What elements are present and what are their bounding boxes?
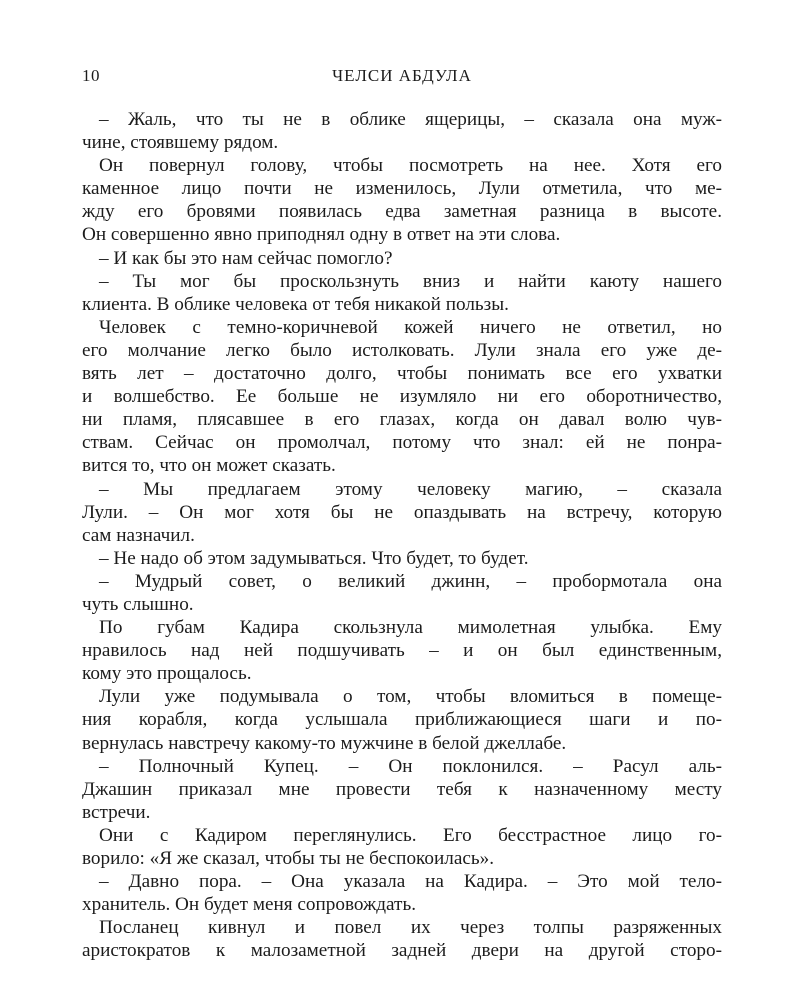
- text-line: Посланец кивнул и повел их через толпы разряженных: [99, 917, 722, 939]
- paragraph: [82, 108, 722, 154]
- text-line: Лули уже подумывала о том, чтобы вломиться в помеще-: [99, 686, 722, 708]
- text-line: и волшебство. Ее больше не изумляло ни его оборотничество,: [82, 386, 722, 408]
- paragraph: [82, 824, 722, 870]
- text-line: клиента. В облике человека от тебя никакой пользы.: [82, 293, 509, 315]
- text-line: жду его бровями появилась едва заметная разница в высоте.: [82, 201, 722, 223]
- paragraph: [82, 154, 722, 246]
- text-line: вернулась навстречу какому-то мужчине в белой джеллабе.: [82, 732, 567, 754]
- text-line: – Давно пора. – Она указала на Кадира. – Это мой тело-: [99, 871, 722, 893]
- text-line: кому это прощалось.: [82, 663, 252, 685]
- paragraph: [82, 270, 722, 316]
- text-line: Он повернул голову, чтобы посмотреть на нее. Хотя его: [99, 155, 722, 177]
- text-line: – Полночный Купец. – Он поклонился. – Расул аль-: [99, 755, 722, 777]
- text-line: ворило: «Я же сказал, чтобы ты не беспокоилась».: [82, 848, 495, 869]
- body-text: [82, 108, 722, 962]
- text-line: ния корабля, когда услышала приближающиеся шаги и по-: [82, 709, 722, 731]
- text-line: Они с Кадиром переглянулись. Его бесстрастное лицо го-: [99, 824, 722, 846]
- text-line: чине, стоявшему рядом.: [82, 132, 279, 154]
- text-line: аристократов к малозаметной задней двери на другой сторо-: [82, 940, 722, 962]
- text-line: – Жаль, что ты не в облике ящерицы, – сказала она муж-: [99, 109, 722, 130]
- text-line: Джашин приказал мне провести тебя к назначенному месту: [82, 778, 722, 800]
- text-line: хранитель. Он будет меня сопровождать.: [82, 894, 416, 916]
- text-line: ни пламя, плясавшее в его глазах, когда он давал волю чув-: [82, 409, 722, 431]
- text-line: встречи.: [82, 801, 151, 823]
- book-page: [82, 66, 722, 962]
- page-number: 10: [82, 66, 100, 85]
- text-line: сам назначил.: [82, 524, 195, 546]
- text-line: каменное лицо почти не изменилось, Лули отметила, что ме-: [82, 178, 722, 200]
- text-line: нравилось над ней подшучивать – и он был единственным,: [82, 640, 722, 662]
- text-line: чуть слышно.: [82, 593, 194, 615]
- paragraph: [82, 755, 722, 824]
- paragraph: [82, 616, 722, 685]
- paragraph: [82, 916, 722, 962]
- text-line: Лули. – Он мог хотя бы не опаздывать на встречу, которую: [82, 501, 722, 523]
- text-line: – Ты мог бы проскользнуть вниз и найти каюту нашего: [99, 270, 722, 292]
- text-line: – Мудрый совет, о великий джинн, – пробормотала она: [99, 570, 722, 592]
- paragraph: [82, 316, 722, 478]
- text-line: – И как бы это нам сейчас помогло?: [99, 247, 393, 269]
- text-line: ствам. Сейчас он промолчал, потому что знал: ей не понра-: [82, 432, 722, 454]
- text-line: По губам Кадира скользнула мимолетная улыбка. Ему: [99, 617, 722, 639]
- paragraph: [82, 547, 722, 570]
- text-line: Он совершенно явно приподнял одну в ответ на эти слова.: [82, 224, 561, 246]
- paragraph: [82, 570, 722, 616]
- text-line: Человек с темно-коричневой кожей ничего не ответил, но: [99, 316, 722, 338]
- paragraph: [82, 870, 722, 916]
- text-line: вится то, что он может сказать.: [82, 455, 336, 477]
- text-line: вять лет – достаточно долго, чтобы понимать все его ухватки: [82, 363, 722, 385]
- paragraph: [82, 685, 722, 754]
- page-header: [82, 66, 722, 94]
- running-title: ЧЕЛСИ АБДУЛА: [332, 66, 472, 85]
- text-line: его молчание легко было истолковать. Лули знала его уже де-: [82, 339, 722, 361]
- paragraph: [82, 478, 722, 547]
- text-line: – Мы предлагаем этому человеку магию, – сказала: [99, 478, 722, 500]
- paragraph: [82, 247, 722, 270]
- text-line: – Не надо об этом задумываться. Что будет, то будет.: [99, 547, 529, 569]
